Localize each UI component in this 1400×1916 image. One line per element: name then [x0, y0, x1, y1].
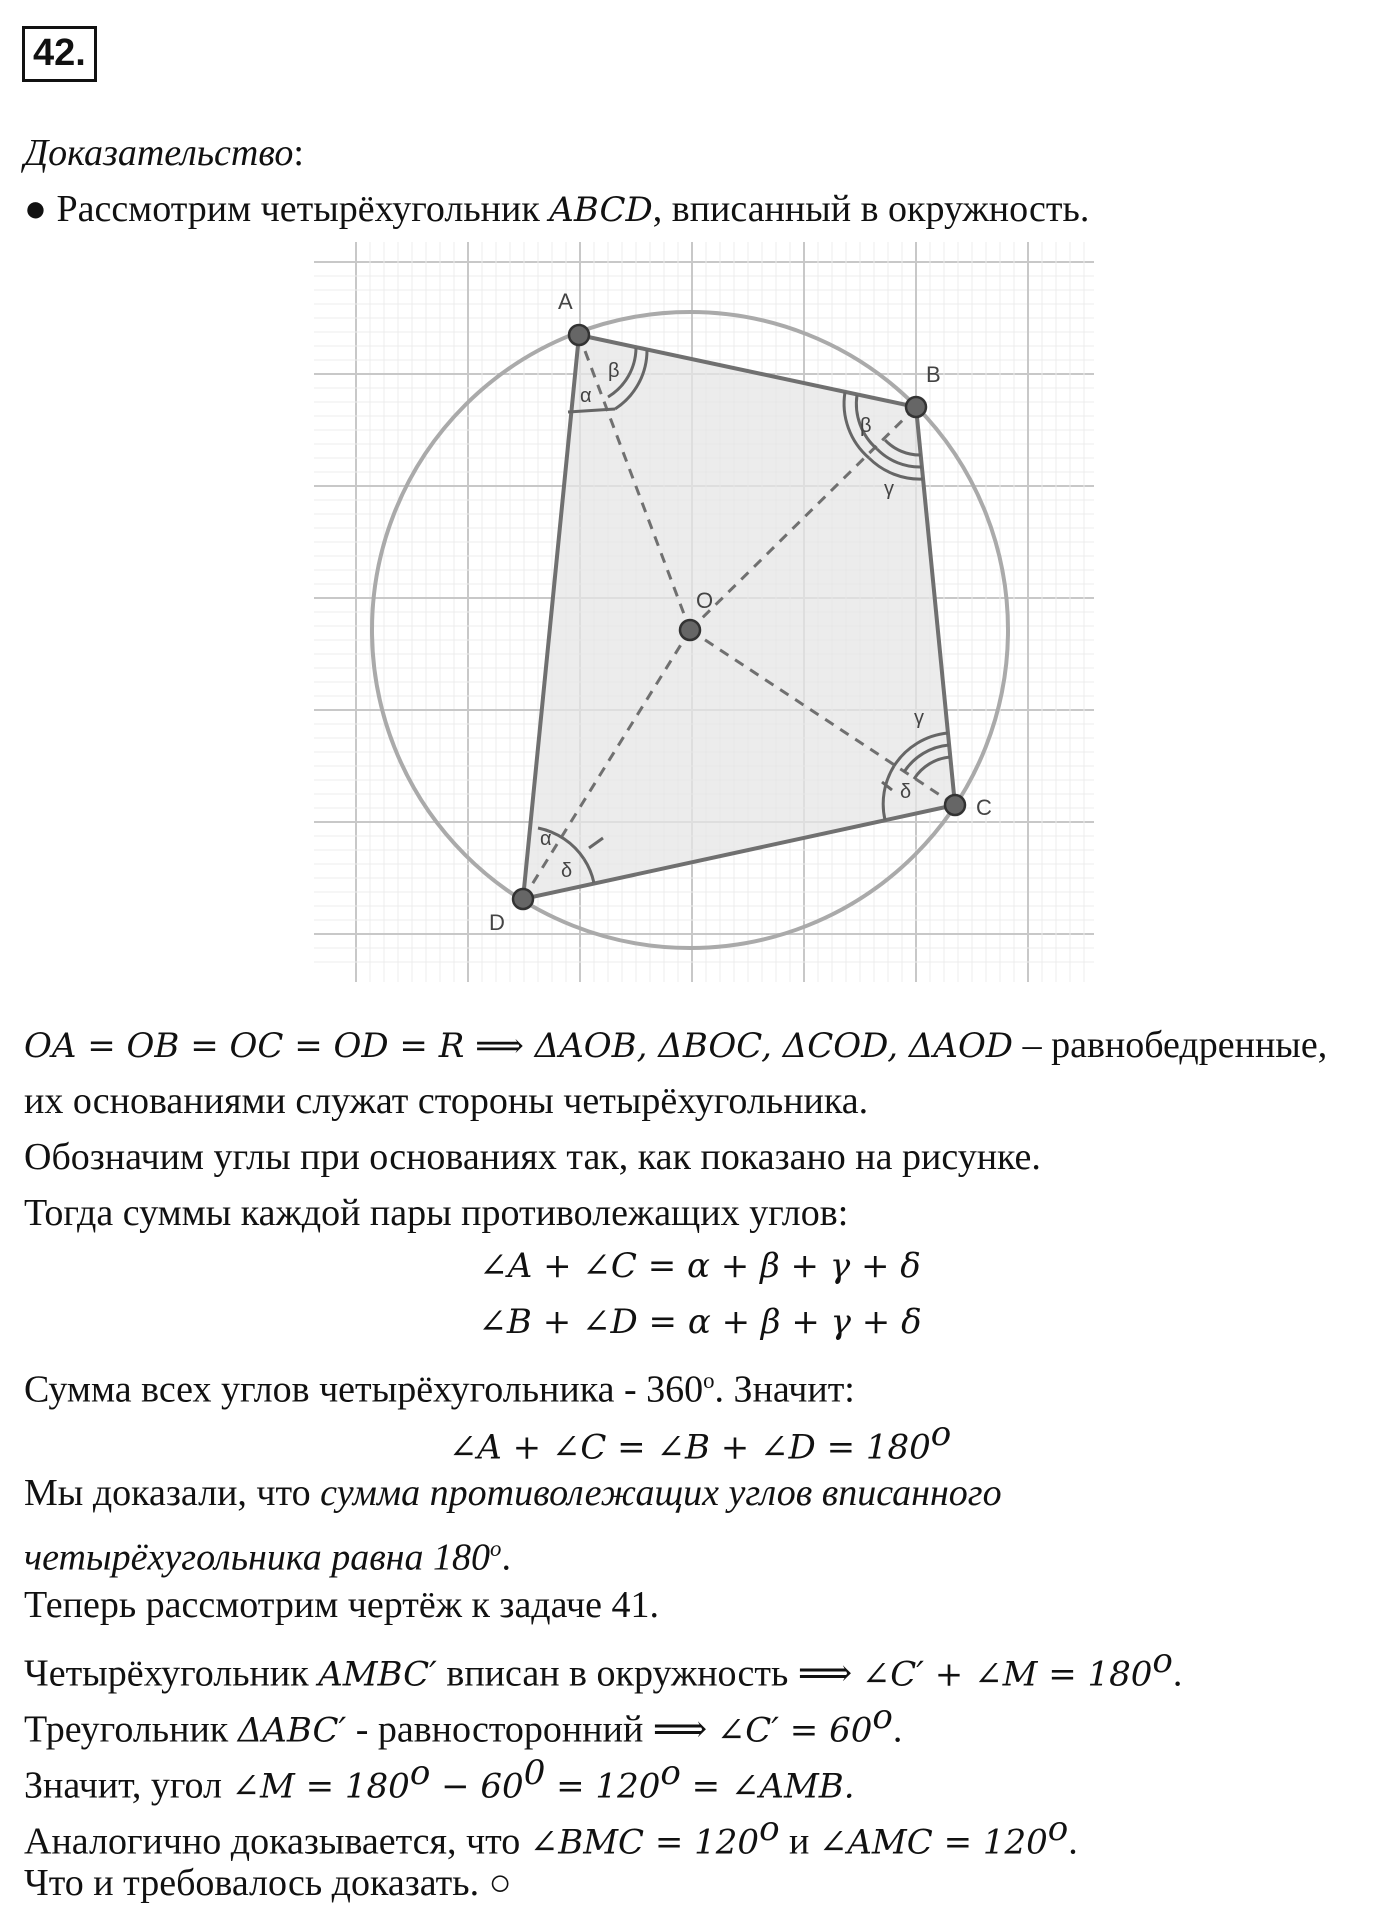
line-11-m4: = ∠AMB. [680, 1766, 855, 1807]
line-12 [24, 1806, 1078, 1866]
line-7-end: . [501, 1536, 511, 1579]
line-1 [24, 1022, 1327, 1069]
line-9-end: . [1172, 1652, 1183, 1695]
intro-text-a: Рассмотрим четырёхугольник [56, 188, 550, 230]
intro-text-b: , вписанный в окружность. [652, 188, 1090, 230]
line-10-end: . [892, 1708, 903, 1751]
line-7 [24, 1526, 511, 1581]
label-a-alpha: α [580, 385, 592, 407]
line-10-m2: ∠C′ = 60 [716, 1710, 873, 1751]
line-10 [24, 1694, 902, 1754]
line-6 [24, 1470, 1002, 1516]
bullet: ● [24, 188, 47, 230]
label-b-gamma: γ [884, 478, 894, 500]
equation-1: ∠A + ∠C = α + β + γ + δ [479, 1246, 921, 1286]
label-b: B [926, 362, 941, 387]
line-11 [24, 1750, 855, 1810]
quadrilateral-abcd [523, 335, 955, 899]
point-o [680, 620, 700, 640]
line-12-a: Аналогично доказывается, что [24, 1820, 530, 1863]
line-9-a: Четырёхугольник [24, 1652, 319, 1695]
line-4: Тогда суммы каждой пары противолежащих углов: [24, 1192, 849, 1234]
inscribed-quadrilateral-figure [314, 242, 1104, 1012]
line-10-b: - равносторонний ⟹ [346, 1708, 717, 1751]
proof-heading [24, 130, 304, 176]
line-12-m1: ∠BMC = 120 [529, 1822, 760, 1863]
line-11-s2: 0 [523, 1753, 546, 1793]
line-11-m3: = 120 [545, 1766, 661, 1807]
line-13: Что и требовалось доказать. ○ [24, 1862, 512, 1904]
line-7-italic: четырёхугольника равна 180 [24, 1536, 491, 1579]
line-5-b: . Значит: [714, 1368, 855, 1411]
equation-2: ∠B + ∠D = α + β + γ + δ [478, 1302, 922, 1342]
line-7-sup: o [490, 1536, 502, 1561]
point-c [945, 795, 965, 815]
line-6-a: Мы доказали, что [24, 1472, 321, 1514]
point-b [906, 397, 926, 417]
label-d-delta: δ [561, 860, 573, 882]
line-9-m2: ∠C′ + ∠M = 180 [861, 1654, 1153, 1695]
line-2: их основаниями служат стороны четырёхугольника. [24, 1080, 869, 1122]
line-9-m1: AMBC′ [318, 1654, 437, 1695]
line-6-italic: сумма противолежащих углов вписанного [320, 1472, 1002, 1514]
equation-3-main: ∠A + ∠C = ∠B + ∠D = 180 [448, 1427, 931, 1468]
line-10-sup: o [872, 1697, 893, 1737]
line-1-math: OA = OB = OC = OD = R ⟹ ΔAOB, ΔBOC, ΔCOD, ΔAOD [24, 1026, 1014, 1066]
label-d: D [489, 910, 505, 935]
line-9-b: вписан в окружность ⟹ [436, 1652, 862, 1695]
label-c: C [976, 795, 992, 820]
line-5 [24, 1358, 855, 1413]
equation-3 [0, 1414, 1400, 1469]
intro-line [24, 186, 1089, 233]
line-11-a: Значит, угол [24, 1764, 232, 1807]
line-8: Теперь рассмотрим чертёж к задаче 41. [24, 1584, 659, 1626]
label-d-alpha: α [540, 828, 552, 850]
line-12-end: . [1068, 1820, 1078, 1863]
line-12-s2: o [1047, 1809, 1069, 1849]
line-5-sup: o [703, 1368, 715, 1393]
label-b-beta: β [860, 415, 872, 437]
point-d [513, 889, 533, 909]
label-c-delta: δ [900, 781, 912, 803]
label-c-gamma: γ [914, 707, 924, 729]
line-11-s1: o [409, 1753, 431, 1793]
line-12-m2: ∠AMC = 120 [818, 1822, 1048, 1863]
label-a-beta: β [608, 360, 620, 382]
line-9 [24, 1638, 1182, 1698]
line-12-b: и [779, 1820, 819, 1863]
intro-abcd: ABCD [549, 190, 653, 230]
line-3: Обозначим углы при основаниях так, как показано на рисунке. [24, 1136, 1041, 1178]
label-o: O [696, 588, 714, 613]
line-12-s1: o [759, 1809, 780, 1849]
line-11-s3: o [660, 1753, 681, 1793]
point-a [569, 325, 589, 345]
line-1-text: – равнобедренные, [1013, 1024, 1328, 1066]
line-11-m2: − 60 [430, 1766, 524, 1807]
line-10-m1: ΔABC′ [237, 1710, 347, 1751]
line-5-a: Сумма всех углов четырёхугольника - 360 [24, 1368, 704, 1411]
proof-label: Доказательство [24, 132, 294, 174]
line-10-a: Треугольник [24, 1708, 238, 1751]
label-a: A [558, 289, 573, 314]
proof-colon: : [293, 132, 304, 174]
line-9-sup: o [1152, 1641, 1173, 1681]
line-11-m1: ∠M = 180 [231, 1766, 410, 1807]
task-number: 42. [22, 26, 97, 82]
equation-3-sup: o [930, 1414, 952, 1454]
